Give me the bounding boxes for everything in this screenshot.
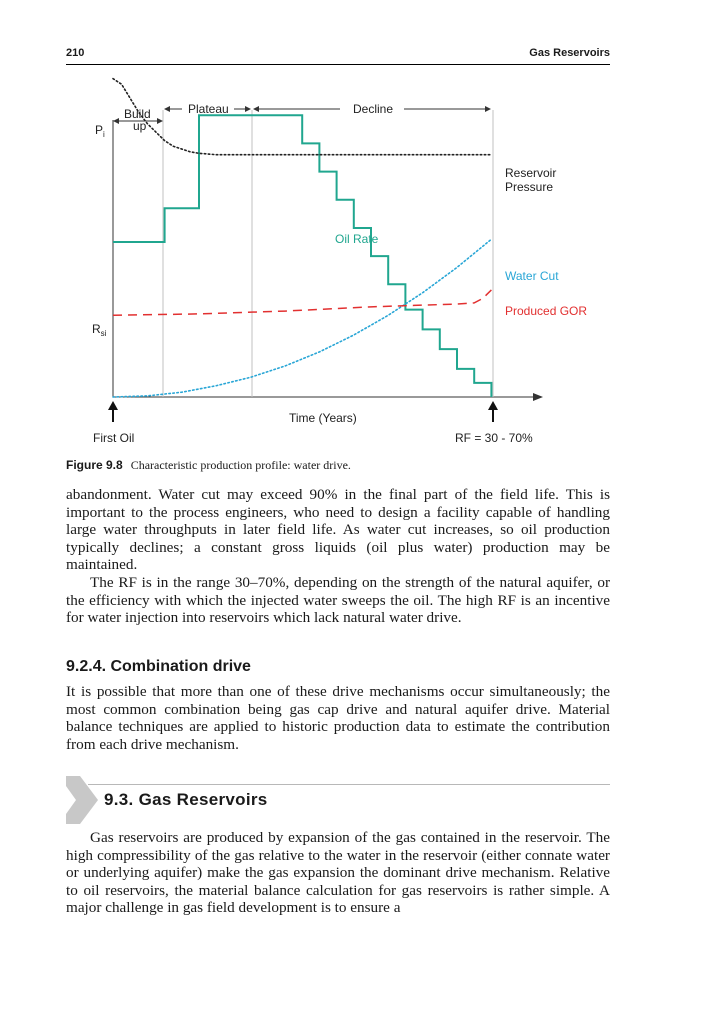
x-axis-label: Time (Years) [289, 411, 357, 425]
figure-caption [66, 458, 351, 473]
rf-arrowhead [488, 401, 498, 410]
x-axis-arrowhead [533, 393, 543, 401]
label-produced-gor: Produced GOR [505, 304, 588, 318]
paragraph-rf-range: The RF is in the range 30–70%, depending on the strength of the natural aquifer, or the efficiency with which the injected water sweeps the oil. The high RF is an incentive for water injection into reservoirs which lack natural water drive. [66, 574, 610, 627]
phase-label-buildup-line1: Build up [124, 107, 151, 133]
first-oil-arrowhead [108, 401, 118, 410]
rsi-label: $R_{si}$ [92, 322, 107, 338]
label-reservoir-pressure-1: Reservoir [505, 166, 557, 180]
section-heading-gas-reservoirs: 9.3. Gas Reservoirs [104, 790, 268, 809]
series-labels [335, 166, 587, 318]
decline-arrow-left [253, 106, 259, 112]
plateau-arrow-right [245, 106, 251, 112]
paragraph-gas-reservoirs: Gas reservoirs are produced by expansion of the gas contained in the reservoir. The high compressibility of the gas relative to the water in the reservoir (either connate water or underlying aquifer) make the gas expansion the dominant drive mechanism. Relative to oil reservoirs, the material balance calculation for gas reservoirs is rather simple. A major challenge in gas field development is to ensure a [66, 829, 610, 917]
rf-label: RF = 30 - 70% [455, 431, 533, 445]
label-oil-rate: Oil Rate [335, 232, 379, 246]
decline-arrow-right [485, 106, 491, 112]
y-markers [92, 123, 107, 338]
plateau-arrow-left [164, 106, 170, 112]
series-layer [113, 79, 491, 397]
page-number: 210 [66, 47, 85, 59]
label-reservoir-pressure-2: Pressure [505, 180, 554, 194]
series-water-cut [113, 239, 491, 397]
phase-label-decline: Decline [353, 102, 394, 116]
label-water-cut: Water Cut [505, 269, 559, 283]
phase-label-plateau: Plateau [188, 102, 229, 116]
first-oil-label: First Oil [93, 431, 135, 445]
section-heading-block [66, 776, 610, 826]
buildup-arrow-right [157, 118, 163, 124]
section-heading-combination-drive: 9.2.4. Combination drive [66, 658, 251, 675]
buildup-arrow-left [113, 118, 119, 124]
production-profile-chart [0, 0, 703, 460]
figure-caption-text: Characteristic production profile: water drive. [130, 458, 351, 472]
section-rule [88, 784, 610, 785]
figure-label: Figure 9.8 [66, 458, 123, 472]
series-produced-gor [113, 290, 491, 315]
running-title: Gas Reservoirs [529, 47, 610, 59]
paragraph-combination-drive: It is possible that more than one of these drive mechanisms occur simultaneously; the most common combination being gas cap drive and natural aquifer drive. Material balance techniques are applied to historic production data to estimate the contribution from each drive mechanism. [66, 683, 610, 753]
series-oil-rate [113, 115, 491, 397]
pi-label: $P_i$ [95, 123, 105, 139]
paragraph-abandonment: abandonment. Water cut may exceed 90% in the final part of the field life. This is important to the process engineers, who need to design a facility capable of handling large water throughputs in later field life. As water cut increases, so oil production typically declines; a constant gross liquids (oil plus water) production may be maintained. [66, 486, 610, 574]
chart-axes [113, 110, 543, 401]
x-markers [93, 401, 533, 445]
